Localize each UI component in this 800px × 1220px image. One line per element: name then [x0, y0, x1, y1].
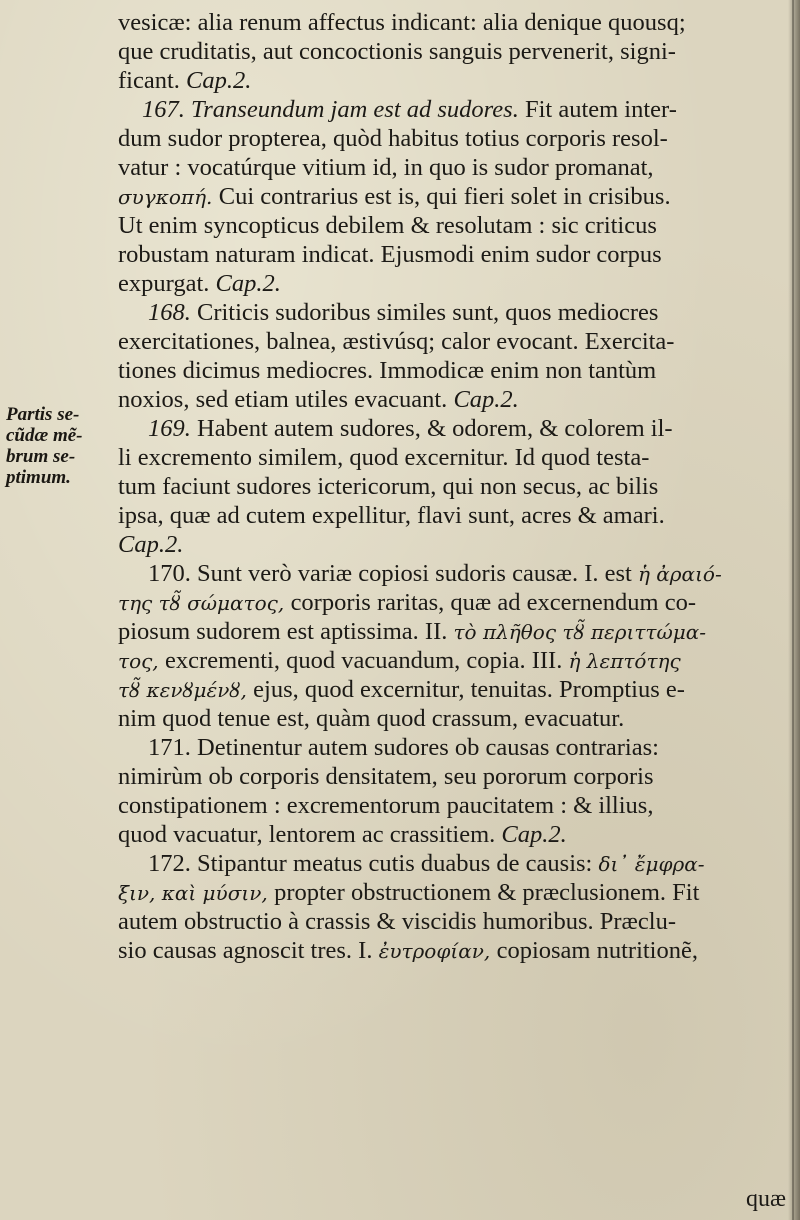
text-segment: autem obstructio à crassis & viscidis humoribus. Præclu-	[118, 908, 676, 935]
text-segment: 171. Detinentur autem sudores ob causas contrarias:	[148, 734, 659, 761]
text-segment: excrementi, quod vacuandum, copia. III.	[165, 647, 569, 674]
text-line	[118, 385, 790, 414]
greek-text: τὸ πλῆθος τȣ̃ περιττώμα-	[453, 620, 707, 644]
text-segment: piosum sudorem est aptissima. II.	[118, 618, 454, 645]
text-segment: 167.	[142, 96, 191, 123]
text-segment: robustam naturam indicat. Ejusmodi enim sudor corpus	[118, 241, 662, 268]
text-line	[118, 124, 790, 153]
text-line	[118, 95, 790, 124]
margin-note-line: Partis se-	[6, 404, 80, 425]
text-line	[118, 675, 790, 704]
margin-note-line: ptimum.	[6, 467, 71, 488]
text-line	[118, 211, 790, 240]
text-segment: expurgat.	[118, 270, 216, 297]
greek-text: τȣ̃ κενȣμένȣ,	[118, 678, 254, 702]
text-segment: constipationem : excrementorum paucitatem : & illius,	[118, 792, 654, 819]
text-line	[118, 37, 790, 66]
text-line	[118, 182, 790, 211]
text-line	[118, 443, 790, 472]
text-line	[118, 907, 790, 936]
text-line	[118, 414, 790, 443]
italic-text: Cap.2.	[118, 531, 184, 558]
text-segment: exercitationes, balnea, æstivúsq; calor evocant. Exercita-	[118, 328, 675, 355]
text-line	[118, 298, 790, 327]
margin-note	[6, 404, 122, 488]
text-segment: tum faciunt sudores ictericorum, qui non secus, ac bilis	[118, 473, 659, 500]
margin-note-line: brum se-	[6, 446, 76, 467]
text-segment: 172. Stipantur meatus cutis duabus de causis:	[148, 850, 599, 877]
text-line	[118, 820, 790, 849]
page-edge-shadow	[788, 0, 800, 1220]
italic-text: Cap.2.	[501, 821, 567, 848]
text-segment: Habent autem sudores, & odorem, & colorem il-	[197, 415, 673, 442]
text-line	[118, 646, 790, 675]
text-segment: Criticis sudoribus similes sunt, quos mediocres	[197, 299, 659, 326]
text-line	[118, 472, 790, 501]
text-line	[118, 588, 790, 617]
text-line	[118, 66, 790, 95]
text-segment: nimirùm ob corporis densitatem, seu pororum corporis	[118, 763, 654, 790]
margin-note-line: cũdæ mẽ-	[6, 425, 83, 446]
text-line	[118, 791, 790, 820]
page-edge-line	[792, 0, 794, 1220]
text-segment: 169.	[148, 415, 197, 442]
text-segment: corporis raritas, quæ ad excernendum co-	[290, 589, 697, 616]
text-segment: ejus, quod excernitur, tenuitas. Promptius e-	[253, 676, 685, 703]
text-segment: Fit autem inter-	[518, 96, 677, 123]
greek-text: ἡ λεπτότης	[568, 649, 681, 673]
italic-text: Cap.2.	[453, 386, 519, 413]
text-segment: nim quod tenue est, quàm quod crassum, evacuatur.	[118, 705, 625, 732]
text-segment: tiones dicimus mediocres. Immodicæ enim non tantùm	[118, 357, 657, 384]
text-segment: ficant.	[118, 67, 187, 94]
text-segment: Cui contrarius est is, qui fieri solet in crisibus.	[218, 183, 671, 210]
text-line	[118, 327, 790, 356]
text-segment: propter obstructionem & præclusionem. Fit	[274, 879, 700, 906]
text-line	[118, 878, 790, 907]
text-line	[118, 240, 790, 269]
text-segment: li excremento similem, quod excernitur. Id quod testa-	[118, 444, 650, 471]
greek-text: ἐυτροφίαν,	[378, 939, 497, 963]
text-segment: vatur : vocatúrque vitium id, in quo is sudor promanat,	[118, 154, 654, 181]
text-segment: ipsa, quæ ad cutem expellitur, flavi sunt, acres & amari.	[118, 502, 665, 529]
catchword: quæ	[745, 1186, 786, 1212]
text-segment: que cruditatis, aut concoctionis sanguis pervenerit, signi-	[118, 38, 676, 65]
text-line	[118, 356, 790, 385]
text-segment: noxios, sed etiam utiles evacuant.	[118, 386, 454, 413]
text-line	[118, 617, 790, 646]
text-line	[118, 936, 790, 965]
greek-text: ξιν, καὶ μύσιν,	[118, 881, 275, 905]
text-line	[118, 733, 790, 762]
text-line	[118, 704, 790, 733]
text-segment: 168.	[148, 299, 197, 326]
italic-text: Cap.2.	[215, 270, 281, 297]
greek-text: δι᾽ ἔμφρα-	[598, 852, 705, 876]
text-line	[118, 530, 790, 559]
text-line	[118, 269, 790, 298]
text-segment: Ut enim syncopticus debilem & resolutam : sic criticus	[118, 212, 657, 239]
greek-text: συγκοπή.	[118, 185, 219, 209]
text-segment: 170. Sunt verò variæ copiosi sudoris causæ. I. est	[148, 560, 638, 587]
text-segment: vesicæ: alia renum affectus indicant: alia denique quousq;	[118, 9, 686, 36]
text-segment: quod vacuatur, lentorem ac crassitiem.	[118, 821, 502, 848]
greek-text: ἡ ἀραιό-	[637, 562, 722, 586]
main-text-block	[118, 8, 790, 965]
italic-text: Cap.2.	[186, 67, 252, 94]
text-line	[118, 8, 790, 37]
text-segment: sio causas agnoscit tres. I.	[118, 937, 379, 964]
text-segment: dum sudor propterea, quòd habitus totius corporis resol-	[118, 125, 668, 152]
greek-text: τος,	[118, 649, 166, 673]
text-segment: copiosam nutritionẽ,	[496, 937, 698, 964]
italic-text: Transeundum jam est ad sudores.	[191, 96, 519, 123]
text-line	[118, 501, 790, 530]
text-line	[118, 762, 790, 791]
text-line	[118, 153, 790, 182]
text-line	[118, 849, 790, 878]
text-line	[118, 559, 790, 588]
greek-text: της τȣ̃ σώματος,	[118, 591, 291, 615]
